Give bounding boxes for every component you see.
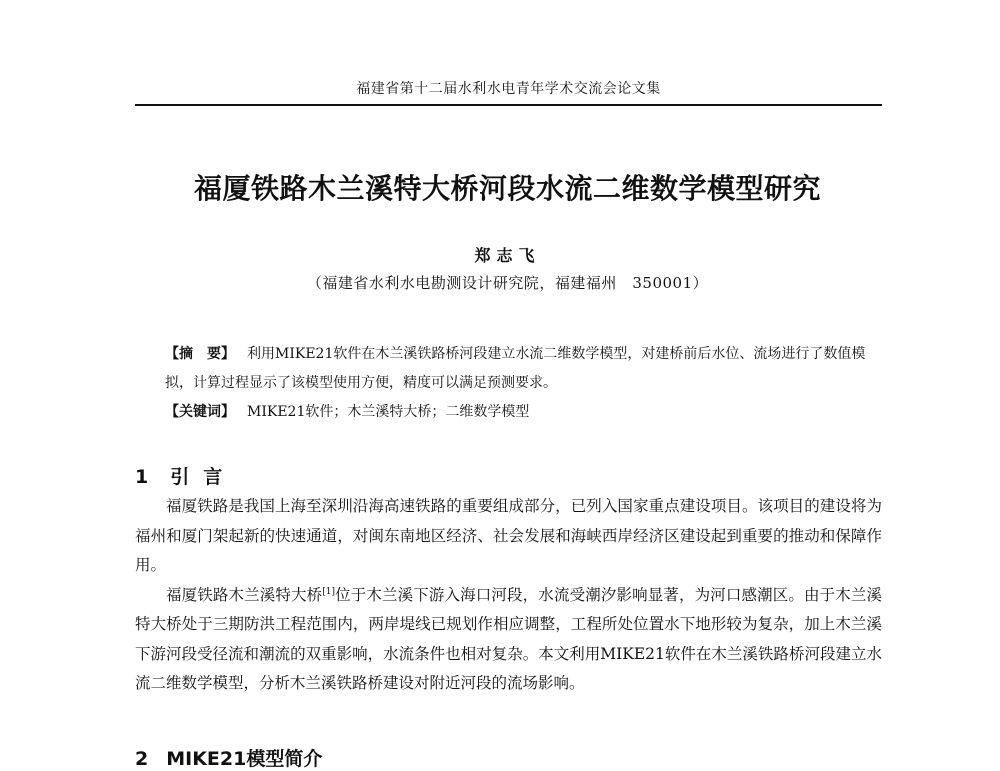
abstract-label: 【摘 要】 xyxy=(165,346,235,362)
running-header: 福建省第十二届水利水电青年学术交流会论文集 xyxy=(356,81,661,97)
abstract-block xyxy=(165,340,885,427)
section-2-title: MIKE21模型简介 xyxy=(166,748,323,770)
author-name: 郑志飞 xyxy=(474,246,541,265)
section-1-title: 引言 xyxy=(170,466,237,488)
section-1-heading xyxy=(135,462,236,489)
paragraph-text: 位于木兰溪下游入海口河段，水流受潮汐影响显著，为河口感潮区。由于木兰溪特大桥处于三期防洪工程范围内，两岸堤线已规划作相应调整，工程所处位置水下地形较为复杂，加上木兰溪下游河段受径流和潮流的双重影响，水流条件也相对复杂。本文利用MIKE21软件在木兰溪铁路桥河段建立水流二维数学模型，分析木兰溪铁路桥建设对附近河段的流场影响。 xyxy=(135,585,882,692)
paragraph-text: 福厦铁路木兰溪特大桥 xyxy=(166,585,323,604)
section-1-number: 1 xyxy=(135,466,149,488)
author-affiliation: （福建省水利水电勘测设计研究院，福建福州 350001） xyxy=(306,274,709,292)
abstract xyxy=(165,340,885,398)
keywords-text: MIKE21软件；木兰溪特大桥；二维数学模型 xyxy=(247,404,530,420)
header-rule xyxy=(135,104,882,106)
paper-title: 福厦铁路木兰溪特大桥河段水流二维数学模型研究 xyxy=(193,172,821,205)
section-2-heading xyxy=(135,744,322,771)
abstract-text: 利用MIKE21软件在木兰溪铁路桥河段建立水流二维数学模型，对建桥前后水位、流场进行了数值模拟，计算过程显示了该模型使用方便，精度可以满足预测要求。 xyxy=(165,346,866,391)
section-1-body xyxy=(135,492,882,699)
section-2-number: 2 xyxy=(135,748,149,770)
keywords-label: 【关键词】 xyxy=(165,404,235,420)
citation-ref: [1] xyxy=(322,586,336,597)
keywords xyxy=(165,398,885,427)
paragraph: 福厦铁路是我国上海至深圳沿海高速铁路的重要组成部分，已列入国家重点建设项目。该项目的建设将为福州和厦门架起新的快速通道，对闽东南地区经济、社会发展和海峡西岸经济区建设起到重要的推动和保障作用。 xyxy=(135,497,882,574)
paragraph xyxy=(135,581,882,699)
